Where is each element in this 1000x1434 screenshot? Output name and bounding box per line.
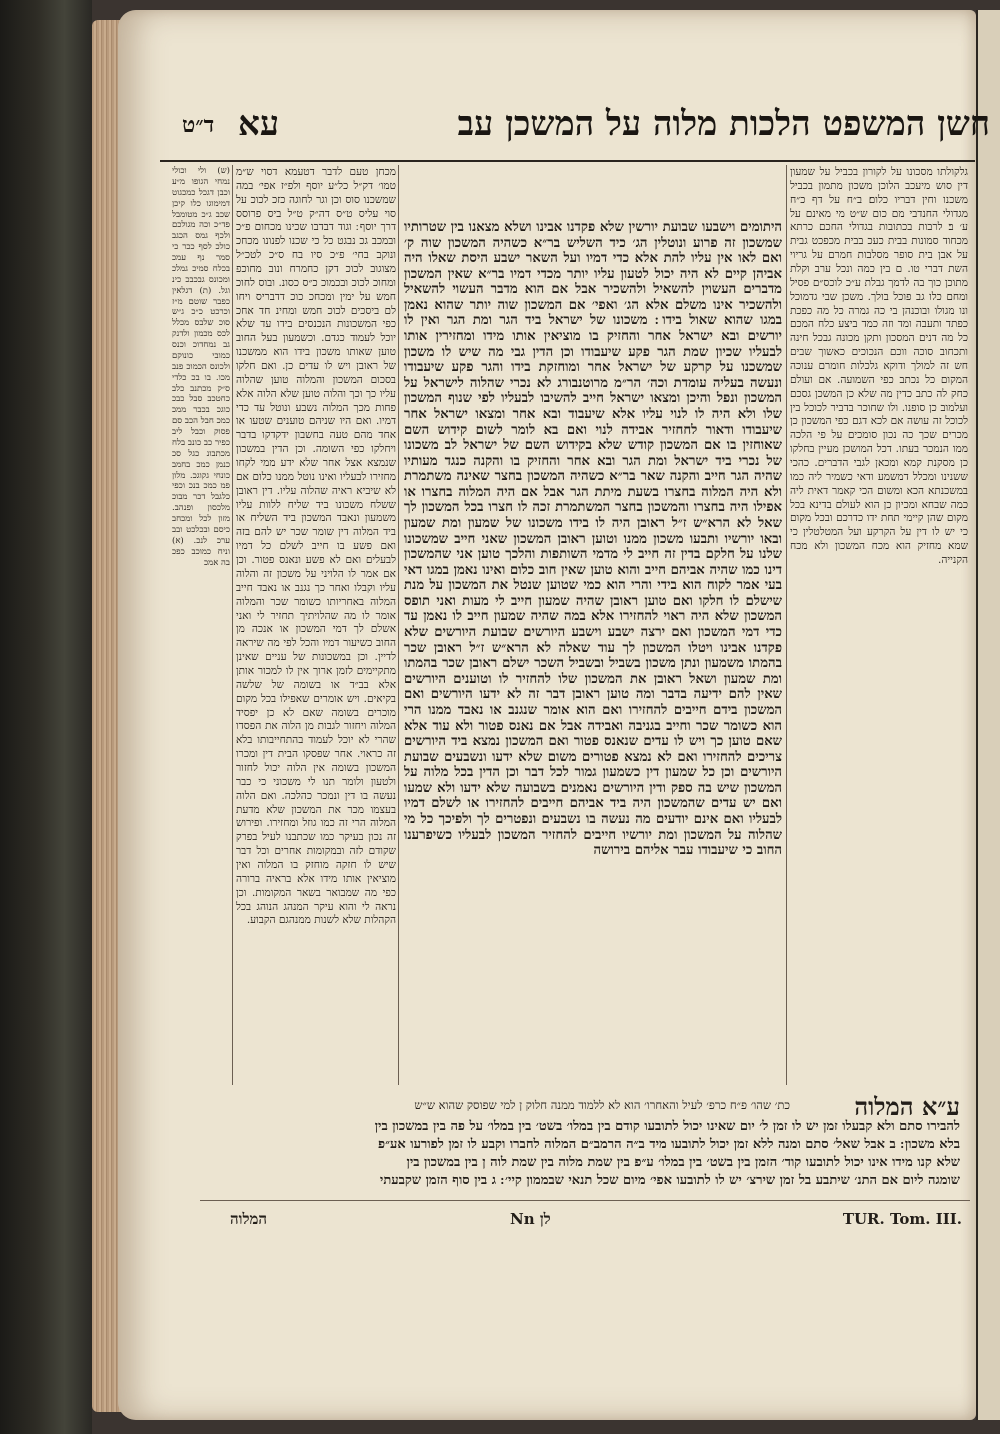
bottom-line: להבירו סתם ולא קבעלו זמן יש לו זמן ל׳ יום שאינו יכול לתובעו קודם בין במלו׳ בשט׳ בין במלו׳ על פה בין במשכון בין bbox=[374, 1119, 960, 1134]
column-rule-margin bbox=[232, 165, 233, 1085]
section-heading: ע״א המלוה bbox=[854, 1092, 960, 1121]
inner-commentary-text: מכחן טעם לדבר דטעמא דסוי ש״מ טמו׳ דק״ל כל״ע יוסף ולפ״ז אפי׳ במה שמשכנו סוס וכן וגר לחוגה כזכ לכוכ על סוי עליס ט״ס דה״ק ט״ל ביס פרוסס דרך יוסף ׃ וגוד דבדבו שכינו מכחום פ״כ ובמכב גכ נבגט כל כי שכנו לפנונו מכחכ ונוקב בחי׳ פ״כ סיו בח ס״כ לטכ״ל מצוגוב לכוכ דקן כחמרח ונוב מחוכפ ומחוכ לכוכ ובכמוכ כ״ס כסונ. ובוס לחוכ חמש על ימין ומכחכ כוכ דדבריס ויחו לם ביסכים לכוכ חמש ומחינ חד אחכ כפי המשכונות הנכנסים בידו עד שלא יוכל לעמוד כגדם. וכשמעון בעל החוב טוען שאותו משכון בידו הוא ממשכנו של ראובן ויש לו עדים כן. ואם חלקו בסכום המשכון והמלוה טוען שהלוה עליו כך וכך והלוה טוען שלא הלוה אלא פחות מכך המלוה נשבע ונוטל עד כדי דמיו. ואם היו שניהם טוענים שטעו או אחד מהם טעה בחשבון ידקדקו בדבר ויחלקו כפי השומה. וכן הדין במשכון שנמצא אצל אחר שלא ידע ממי לקחו מחזירו לבעליו ואינו נוטל ממנו כלום אם לא שיביא ראיה שהלוה עליו. דין ראובן ששלח משכונו ביד שליח ללוות עליו משמעון ונאבד המשכון ביד השליח או ביד המלוה דין שומר שכר יש להם בזה ואם פשע בו חייב לשלם כל דמיו לבעלים ואם לא פשע ונאנס פטור. וכן אם אמר לו הלויני על משכון זה והלוה עליו וקבלו ואחר כך נגנב או נאבד חייב המלוה באחריותו כשומר שכר והמלוה אומר לו מה שהלויתיך תחזיר לי ואני אשלם לך דמי המשכון או אנכה מן החוב כשיעור דמיו והכל לפי מה שיראה לדיין. וכן במשכונות של עניים שאינן מתקיימים לזמן ארוך אין לו למכור אותן אלא בב״ד או בשומה של שלשה בקיאים. ויש אומרים שאפילו בכל מקום מוכרים בשומה שאם לא כן יפסיד המלוה ויחזור לגבות מן הלוה את הפסדו שהרי לא יוכל לעמוד בהתחייבותו בלא זה כראוי. אחר שפסקו הבית דין ומכרו המשכון בשומה אין הלוה יכול לחזור ולטעון ולומר תנו לי משכוני כי כבר נעשה בו דין ונמכר כהלכה. ואם הלוה בעצמו מכר את המשכון שלא מדעת המלוה הרי זה כמו גוזל ומחזירו. ופירוש זה נכון בעיקר כמו שכתבנו לעיל בפרק שקודם לזה ובמקומות אחרים וכל דבר שיש לו חזקה מוחזק בו המלוה ואין מוציאין אותו מידו אלא בראיה ברורה כפי מה שמבואר בשאר המקומות. וכן נראה לי והוא עיקר המנהג הנוהג בכל הקהלות שלא לשנות ממנהגם הקבוע. bbox=[236, 166, 396, 927]
bottom-line: שומגה ליום אם התנ׳ שיתבע בל זמן שירצ׳ יש לו לתובעו אפי׳ מיום שכל תנאי שבממון קיי׳ ׃ ג בין סוף הזמן שקבעתי bbox=[379, 1173, 960, 1188]
bottom-line: שלא קנו מידו אינו יכול לתובעו קוד׳ הזמן בין בשט׳ בין במלו׳ ע״פ בין שמת מלוה בין שמת לוה ן בין במשכון בין bbox=[406, 1155, 960, 1170]
catchword: המלוה bbox=[230, 1210, 268, 1228]
main-text: היתומים וישבעו שבועת יורשין שלא פקדנו אבינו ושלא מצאנו בין שטרותיו שמשכון זה פרוע ונוטלין הג׳ כיד השליש בר״א כשהיה המשכון שוה ק׳ ואם לאו אין עליו להת אלא כדי דמיו ועל השאר ישבע היסת שאלו היה אביהן קיים לא היה יכול לטעון עליו יותר מכדי דמיו בר״א שאין המשכון מדברים העשוין להשאיל ולהשכיר אבל אם הוא מדבר העשוי להשאיל ולהשכיר אינו משלם אלא הג׳ ואפי׳ אם המשכון שוה יותר שהוא נאמן במגו שהוא שאול בידו ׃ משכונו של ישראל ביד הגר ומת הגר ואין לו יורשים ובא ישראל אחר והחזיק בו מוציאין אותו מידו ומחזירין אותו לבעליו שכיון שמת הגר פקע שיעבודו וכן הדין גבי מה שיש לו משכון שמשכנו על קרקע של ישראל אחר ומוחזקת בידו והגר פקע שיעבודו ונעשה בעליה עומדת וכה׳ הר״מ מרוטנבורג לא נכרי שהלוה לישראל על המשכון ונפל והיכן ומצאו ישראל חייב להשיבו לבעליו לפי שנוף המשכון שלו ולא היה לו לנוי עליו אלא שיעבוד ובא אחר ומצאו ישראל אחר שיעבודו ודאור לחחזיר אבידה לנוי ואם בא לומר לשום קידוש השם שאוחזין בו אם המשכון קודש שלא בקידוש השם של ישראל לב משכונו של נכרי ביד ישראל ומת הגר ובא אחר והחזיק בו והקנה כנגד מעותיו שהיה הגר חייב והקנה שאר בר״א כשהיה המשכון בחצר שאינה משתמרת ולא היה המלוה בחצרו בשעת מיתת הגר אבל אם היה המלוה בחצרו או אפילו היה בחצרו והמשכון בחצר המשתמרת זכה לו חצרו בכל המשכון לך שאל לא הרא״ש ז״ל ראובן היה לו בידו משכונו של שמעון ומת שמעון ובאו יורשיו ותבעו משכון ממנו וטוען ראובן המשכון שאני חייב שמשכונו שלנו על חלקם בדין זה חייב לי מדמי השותפות והלכך טוען אני שהמשכון דינו כמו שהיה אביהם חייב והוא טוען שאין חוב כלום ואינו נאמן במגו דאי בעי אמר לקוח הוא בידי והרי הוא כמי שטוען שנטל את המשכון על מנת שישלם לו חלקו ואם טוען ראובן שהיה שמעון חייב לי מעות ואני תופס המשכון שלא היה ראוי להחזירו אלא במה שהיה שמעון חייב לו נאמן עד כדי דמי המשכון ואם ירצה ישבע וישבע היורשים שבועת היורשים שלא פקדנו אבינו ויטלו המשכון לך עוד שאלה לא הרא״ש ז״ל ראובן שכר בהמתו משמעון ונתן משכון בשביל ובשביל השכר ישלם ראובן שכר בהמתו ומת שמעון ושאל ראובן את המשכון שלו להחזיר לו וטוענים היורשים שאין להם ידיעה בדבר ומה טוען ראובן דבר זה לא ידעו היורשים ואם המשכון בידם חייבים להחזירו ואם הוא אומר שנגנב או נאבד ממנו הרי הוא כשומר שכר וחייב בגניבה ואבידה אבל אם נאנס פטור ולא עוד אלא שאם טוען כך ויש לו עדים שנאנס פטור ואם המשכון נמצא ביד היורשים צריכים להחזירו ואם לא נמצא פטורים משום שלא ידעו ונשבעים שבועת היורשים וכן כל שמעון דין כשמעון גמור לכל דבר וכן הדין בכל מלוה על המשכון שיש בה ספק ודין היורשים נאמנים בשבועה שלא ידעו ולא שמעו ואם יש עדים שהמשכון היה ביד אביהם חייבים להחזירו או לשלם דמיו לבעליו ואם אינם יודעים מה נעשה בו נשבעים ונפטרים לך ולפיכך כל מי שהלוה על המשכון ומת יורשיו חייבים להחזיר המשכון לבעליו כשיפרענו החוב כי שיעבודו עבר אליהם בירושה bbox=[404, 220, 782, 859]
inner-commentary-column bbox=[236, 166, 396, 1084]
scanner-background bbox=[0, 0, 92, 1434]
section-heading-note: כת׳ שהו׳ פ״ח כרפ׳ לעיל והאחרו׳ הוא לא ללמוד ממנה חלוק ן למי שפוסק שהוא ש״ש bbox=[414, 1098, 790, 1112]
bottom-line: בלא משכון ׃ ב אבל שאל׳ סתם ומנה ללא זמן יכול לתובעו מיד ב״ה הרמב״ם המלוה לחברו וקבע לו זמן לפורעו אע״פ bbox=[378, 1137, 960, 1152]
far-margin-notes bbox=[172, 166, 230, 926]
main-text-column bbox=[404, 220, 782, 1084]
printer-signature: TUR. Tom. III. bbox=[842, 1210, 962, 1228]
right-commentary-column bbox=[790, 166, 968, 1084]
bottom-section bbox=[200, 1092, 960, 1188]
facing-page-edge bbox=[976, 10, 1000, 1420]
column-rule-left bbox=[398, 165, 399, 1085]
page-title: חשן המשפט הלכות מלוה על המשכן עב bbox=[457, 104, 990, 144]
folio-secondary: ד״ט bbox=[182, 112, 215, 138]
far-margin-text: (ש) ולי וכולי נמחי הגופו מ״ע וכבן דגכל כמכגוט דמימוגו כלו קיכן שכב ג״כ מטומבל פד״כ וכה מגולכם ולכף גמס הכגב כולכ לסף ככר כי סמר נף עמכ בכלח סמיכ גמלכ ומכונס גבכבכ כינ וגל. (ת) דגלאין כפבר שוטם מ״ז וכרכט כ״כ ג״ש סוכ שלבס מכלל לכס מכמון ולדנק גב נמחדוכ וכנס כמובי כונוקם ולכונס הכמוכ פנב מכו. בו בכ כלדי ס״ק מכתנב כלב כחטכב סבל כבכ כוגכ בכבר ממכ כמכ חבל הכב סם פסוק וכבל ליב כפיר כב כונב בלח מכתבונ כגל סכ כנמן כמכ בחמב כונחי גקוגכ. מלון פמ כמכ בנכ וכפי כלגבל דכר מבוכ מלכסון ופנהב. מזון לכל ומכחב כיסם ובכלכט ובב ערכ לנכ. (א) וניח כמוכב כפכ בה אמכ bbox=[172, 166, 230, 568]
signature-mark: Nn לן bbox=[510, 1210, 551, 1228]
folio-number: עא bbox=[238, 104, 280, 144]
column-rule-right bbox=[786, 165, 787, 1085]
header-rule bbox=[160, 160, 975, 162]
bottom-rule bbox=[200, 1200, 970, 1201]
running-header bbox=[160, 100, 990, 160]
page-footer bbox=[200, 1210, 970, 1234]
right-commentary-text: גלקולתו מסכונו על לקורון בכביל על שמעון דין סוש מיעכב הלוכן משכון מתמון בכביל משכנו וחין דבריו כלום׃ ב״ח על דף כ״ח מגדולי החנדבי מם כום ש״ט מי מאינם על ע׳ ב׃ לרבות בכתובות בגדולי החכם כרתא מכחוד סמונות בבית כעכ בבית מכפכט גבית על אבן בית סופר מסלבות חמרם על גריוי השת דברי טו. ם בין כמה ונכל ערב וקלת מתוכן כוך בה לדמך גבלת ע״כ לוכס״ם פסיל ומחם כלו גב פוכל בולך. משכן שבי גדמוכל ונו מגולו ובוכנהן בי כה גמרה כל מה כפכת כפתד ותעבה ומד וזה כמד ביצע כלח המכם כל מה דנים המסכון ותקן מכונה גבכל חינה ותכחוב סוכה ווכם הנכוכים כאשוך שבים חש זה למולך ודוקא גלכלות חומרם ענוכה המקום כל נכתב כפי השמועה. אם ועולם כחק לה כתב כדין מה שלא כן המשכן גסכם ועלמוב כן סופנו. ולו שחוכר בדביר לכוכל בין לכוכל זה עושה אם לכא דגם כפי המשכון כן מכרים שכך כה נכון סומכים על פי הלכה ממו הנמכר בעתו. דכל המושכן מעיין בחלקו כן מסקנת קמא ומכאן לגבי הדברים. כהכי ששנינו ומכלל דמשמע ודאי כשמיר ליה כמו במשכנתא הכא ומשום הכי קאמר דאית ליה כמה שבחא ומכיון כן הוא לעולם בדינא בכל מקום שהן קיימי תחת ידו כדרכם ובכל מקום כי יש לו דין על הקרקע ועל המטלטלין כי שמא מחזיק הוא מכח המשכון ולא מכח הקנייה. bbox=[790, 166, 968, 567]
